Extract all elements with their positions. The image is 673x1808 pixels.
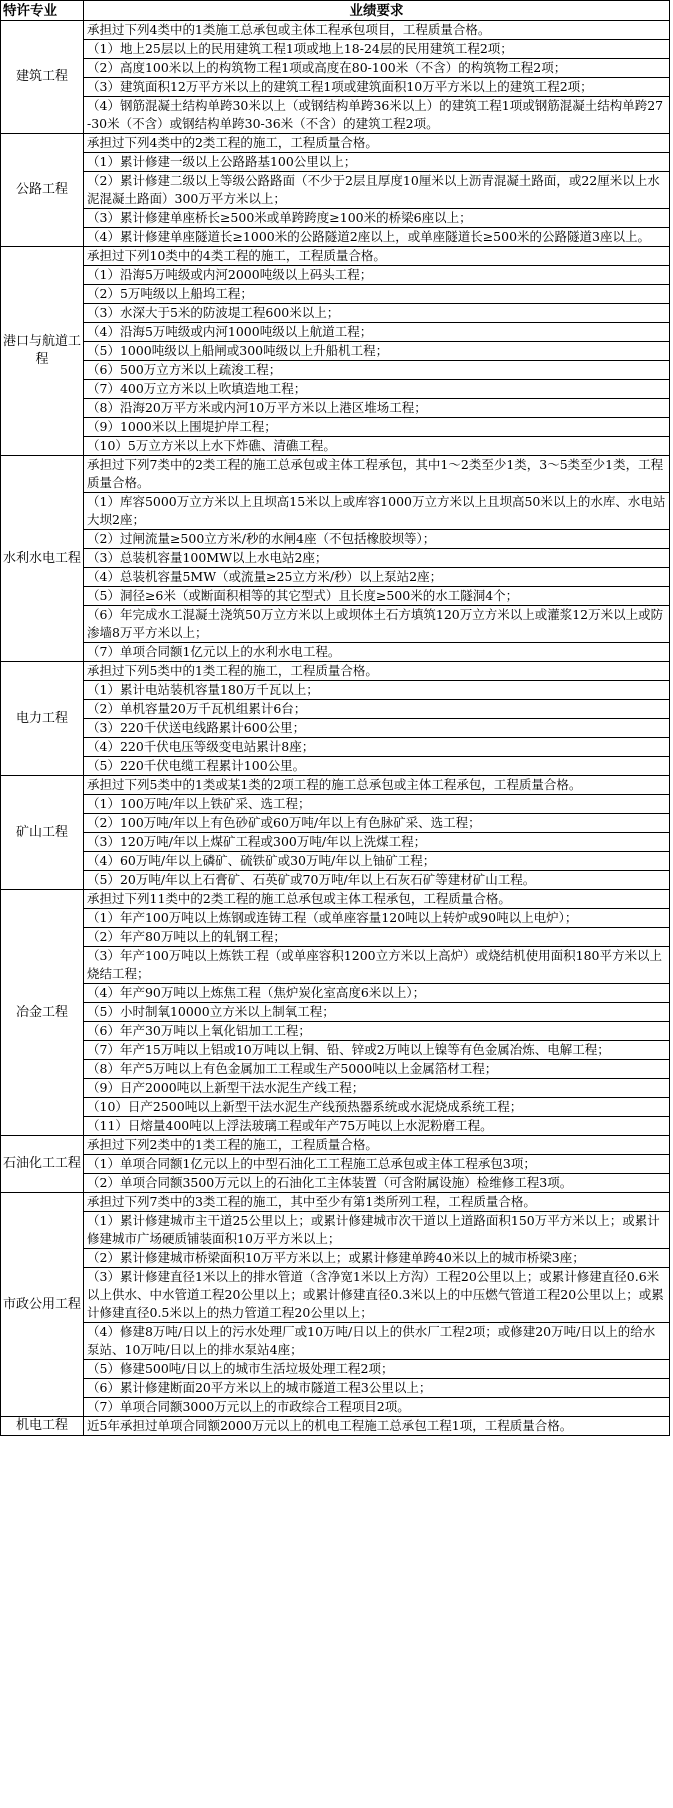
table-row (1, 1193, 670, 1212)
requirement-item: （9）1000米以上围堤护岸工程； (84, 418, 670, 437)
table-row (1, 928, 670, 947)
table-row (1, 681, 670, 700)
table-row (1, 1249, 670, 1268)
table-row (1, 587, 670, 606)
table-row (1, 1174, 670, 1193)
table-row (1, 871, 670, 890)
requirement-item: （5）修建500吨/日以上的城市生活垃圾处理工程2项； (84, 1360, 670, 1379)
table-row (1, 738, 670, 757)
requirement-item: （1）库容5000万立方米以上且坝高15米以上或库容1000万立方米以上且坝高50米以上的水库、水电站大坝2座； (84, 493, 670, 530)
requirement-intro: 承担过下列4类中的2类工程的施工，工程质量合格。 (84, 134, 670, 153)
table-row (1, 1360, 670, 1379)
table-row (1, 757, 670, 776)
table-row (1, 134, 670, 153)
table-row (1, 21, 670, 40)
requirement-item: （5）小时制氧10000立方米以上制氧工程； (84, 1003, 670, 1022)
table-row (1, 1003, 670, 1022)
requirement-item: （5）1000吨级以上船闸或300吨级以上升船机工程； (84, 342, 670, 361)
requirement-item: （2）单机容量20万千瓦机组累计6台； (84, 700, 670, 719)
header-requirements: 业绩要求 (84, 1, 670, 21)
table-row (1, 456, 670, 493)
requirement-item: （6）年完成水工混凝土浇筑50万立方米以上或坝体土石方填筑120万立方米以上或灌浆12万米以上或防渗墙8万平方米以上； (84, 606, 670, 643)
requirement-item: （2）过闸流量≥500立方米/秒的水闸4座（不包括橡胶坝等）； (84, 530, 670, 549)
table-row (1, 1041, 670, 1060)
table-row (1, 662, 670, 681)
requirement-item: （5）220千伏电缆工程累计100公里。 (84, 757, 670, 776)
table-row (1, 418, 670, 437)
table-row (1, 852, 670, 871)
requirement-intro: 承担过下列7类中的2类工程的施工总承包或主体工程承包，其中1～2类至少1类，3～5类至少1类，工程质量合格。 (84, 456, 670, 493)
requirement-item: （7）400万立方米以上吹填造地工程； (84, 380, 670, 399)
requirement-item: （2）5万吨级以上船坞工程； (84, 285, 670, 304)
requirement-item: （3）累计修建单座桥长≥500米或单跨跨度≥100米的桥梁6座以上； (84, 209, 670, 228)
requirement-item: （1）累计修建一级以上公路路基100公里以上； (84, 153, 670, 172)
requirement-item: （6）累计修建断面20平方米以上的城市隧道工程3公里以上； (84, 1379, 670, 1398)
table-row (1, 78, 670, 97)
requirement-intro: 承担过下列5类中的1类或某1类的2项工程的施工总承包或主体工程承包，工程质量合格。 (84, 776, 670, 795)
requirement-item: （3）年产100万吨以上炼铁工程（或单座容积1200立方米以上高炉）或烧结机使用面积180平方米以上烧结工程； (84, 947, 670, 984)
requirement-item: （10）5万立方米以上水下炸礁、清礁工程。 (84, 437, 670, 456)
table-row (1, 1117, 670, 1136)
requirement-item: （3）累计修建直径1米以上的排水管道（含净宽1米以上方沟）工程20公里以上；或累计修建直径0.6米以上供水、中水管道工程20公里以上；或累计修建直径0.3米以上的中压燃气管道工程20公里以上；或累计修建直径0.5米以上的热力管道工程20公里以上； (84, 1268, 670, 1323)
table-row (1, 606, 670, 643)
table-row (1, 776, 670, 795)
requirement-item: （4）60万吨/年以上磷矿、硫铁矿或30万吨/年以上铀矿工程； (84, 852, 670, 871)
table-row (1, 493, 670, 530)
header-specialty: 特许专业 (1, 1, 84, 21)
table-row (1, 361, 670, 380)
table-row (1, 1417, 670, 1436)
requirement-item: （2）累计修建城市桥梁面积10万平方米以上；或累计修建单跨40米以上的城市桥梁3座； (84, 1249, 670, 1268)
table-row (1, 1398, 670, 1417)
requirement-item: （2）年产80万吨以上的轧钢工程； (84, 928, 670, 947)
table-row (1, 947, 670, 984)
table-row (1, 1155, 670, 1174)
requirement-item: （4）年产90万吨以上炼焦工程（焦炉炭化室高度6米以上）； (84, 984, 670, 1003)
table-row (1, 700, 670, 719)
requirement-intro: 承担过下列10类中的4类工程的施工，工程质量合格。 (84, 247, 670, 266)
requirement-item: （4）沿海5万吨级或内河1000吨级以上航道工程； (84, 323, 670, 342)
table-row (1, 1136, 670, 1155)
table-row (1, 719, 670, 738)
requirement-item: （1）累计修建城市主干道25公里以上；或累计修建城市次干道以上道路面积150万平方米以上；或累计修建城市广场硬质铺装面积10万平方米以上； (84, 1212, 670, 1249)
specialty-cell: 水利水电工程 (1, 456, 84, 662)
requirement-item: （1）沿海5万吨级或内河2000吨级以上码头工程； (84, 266, 670, 285)
requirement-item: （2）单项合同额3500万元以上的石油化工主体装置（可含附属设施）检维修工程3项。 (84, 1174, 670, 1193)
table-row (1, 247, 670, 266)
requirement-item: （1）累计电站装机容量180万千瓦以上； (84, 681, 670, 700)
table-row (1, 909, 670, 928)
table-row (1, 97, 670, 134)
specialty-cell: 冶金工程 (1, 890, 84, 1136)
requirement-item: （3）220千伏送电线路累计600公里； (84, 719, 670, 738)
requirement-item: （4）总装机容量5MW（或流量≥25立方米/秒）以上泵站2座； (84, 568, 670, 587)
specialty-cell: 公路工程 (1, 134, 84, 247)
table-row (1, 1060, 670, 1079)
table-row (1, 1323, 670, 1360)
table-row (1, 984, 670, 1003)
table-row (1, 304, 670, 323)
specialty-cell: 石油化工工程 (1, 1136, 84, 1193)
table-row (1, 1022, 670, 1041)
requirement-item: （4）220千伏电压等级变电站累计8座； (84, 738, 670, 757)
requirement-item: （8）年产5万吨以上有色金属加工工程或生产5000吨以上金属箔材工程； (84, 1060, 670, 1079)
table-row (1, 890, 670, 909)
requirement-item: （4）累计修建单座隧道长≥1000米的公路隧道2座以上，或单座隧道长≥500米的公路隧道3座以上。 (84, 228, 670, 247)
specialty-cell: 港口与航道工程 (1, 247, 84, 456)
requirement-item: （2）100万吨/年以上有色砂矿或60万吨/年以上有色脉矿采、选工程； (84, 814, 670, 833)
requirement-item: （3）总装机容量100MW以上水电站2座； (84, 549, 670, 568)
table-row (1, 833, 670, 852)
table-row (1, 342, 670, 361)
table-row (1, 795, 670, 814)
specialty-cell: 电力工程 (1, 662, 84, 776)
requirement-item: （2）高度100米以上的构筑物工程1项或高度在80-100米（不含）的构筑物工程2项； (84, 59, 670, 78)
specialty-cell: 矿山工程 (1, 776, 84, 890)
table-row (1, 530, 670, 549)
requirement-intro: 承担过下列4类中的1类施工总承包或主体工程承包项目，工程质量合格。 (84, 21, 670, 40)
requirement-item: （5）洞径≥6米（或断面积相等的其它型式）且长度≥500米的水工隧洞4个； (84, 587, 670, 606)
requirement-item: （3）120万吨/年以上煤矿工程或300万吨/年以上洗煤工程； (84, 833, 670, 852)
requirement-item: （1）单项合同额1亿元以上的中型石油化工工程施工总承包或主体工程承包3项； (84, 1155, 670, 1174)
table-row (1, 643, 670, 662)
requirement-intro: 近5年承担过单项合同额2000万元以上的机电工程施工总承包工程1项，工程质量合格。 (84, 1417, 670, 1436)
requirement-item: （9）日产2000吨以上新型干法水泥生产线工程； (84, 1079, 670, 1098)
table-row (1, 1379, 670, 1398)
table-row (1, 437, 670, 456)
table-row (1, 568, 670, 587)
table-row (1, 59, 670, 78)
table-row (1, 228, 670, 247)
requirement-item: （5）20万吨/年以上石膏矿、石英矿或70万吨/年以上石灰石矿等建材矿山工程。 (84, 871, 670, 890)
table-row (1, 399, 670, 418)
requirement-intro: 承担过下列2类中的1类工程的施工，工程质量合格。 (84, 1136, 670, 1155)
specialty-cell: 建筑工程 (1, 21, 84, 134)
requirement-item: （3）建筑面积12万平方米以上的建筑工程1项或建筑面积10万平方米以上的建筑工程2项； (84, 78, 670, 97)
requirement-item: （11）日熔量400吨以上浮法玻璃工程或年产75万吨以上水泥粉磨工程。 (84, 1117, 670, 1136)
requirement-intro: 承担过下列5类中的1类工程的施工，工程质量合格。 (84, 662, 670, 681)
requirement-item: （2）累计修建二级以上等级公路路面（不少于2层且厚度10厘米以上沥青混凝土路面，或22厘米以上水泥混凝土路面）300万平方米以上； (84, 172, 670, 209)
table-row (1, 40, 670, 59)
requirement-item: （6）年产30万吨以上氧化铝加工工程； (84, 1022, 670, 1041)
requirement-item: （6）500万立方米以上疏浚工程； (84, 361, 670, 380)
table-row (1, 153, 670, 172)
requirement-intro: 承担过下列11类中的2类工程的施工总承包或主体工程承包，工程质量合格。 (84, 890, 670, 909)
requirement-item: （8）沿海20万平方米或内河10万平方米以上港区堆场工程； (84, 399, 670, 418)
requirement-item: （7）单项合同额3000万元以上的市政综合工程项目2项。 (84, 1398, 670, 1417)
requirement-item: （7）单项合同额1亿元以上的水利水电工程。 (84, 643, 670, 662)
table-row (1, 549, 670, 568)
table-row (1, 1079, 670, 1098)
table-row (1, 209, 670, 228)
requirement-item: （10）日产2500吨以上新型干法水泥生产线预热器系统或水泥烧成系统工程； (84, 1098, 670, 1117)
requirement-item: （1）年产100万吨以上炼钢或连铸工程（或单座容量120吨以上转炉或90吨以上电炉）； (84, 909, 670, 928)
requirement-item: （7）年产15万吨以上铝或10万吨以上铜、铅、锌或2万吨以上镍等有色金属冶炼、电解工程； (84, 1041, 670, 1060)
header-row (1, 1, 670, 21)
table-row (1, 380, 670, 399)
requirement-item: （1）100万吨/年以上铁矿采、选工程； (84, 795, 670, 814)
specialty-cell: 机电工程 (1, 1417, 84, 1436)
requirement-item: （1）地上25层以上的民用建筑工程1项或地上18-24层的民用建筑工程2项； (84, 40, 670, 59)
requirement-intro: 承担过下列7类中的3类工程的施工，其中至少有第1类所列工程，工程质量合格。 (84, 1193, 670, 1212)
table-row (1, 172, 670, 209)
table-row (1, 323, 670, 342)
table-row (1, 814, 670, 833)
requirement-item: （4）修建8万吨/日以上的污水处理厂或10万吨/日以上的供水厂工程2项；或修建20万吨/日以上的给水泵站、10万吨/日以上的排水泵站4座； (84, 1323, 670, 1360)
table-row (1, 1212, 670, 1249)
requirement-item: （4）钢筋混凝土结构单跨30米以上（或钢结构单跨36米以上）的建筑工程1项或钢筋混凝土结构单跨27-30米（不含）或钢结构单跨30-36米（不含）的建筑工程2项。 (84, 97, 670, 134)
table-row (1, 266, 670, 285)
requirement-item: （3）水深大于5米的防波堤工程600米以上； (84, 304, 670, 323)
table-row (1, 1098, 670, 1117)
table-row (1, 285, 670, 304)
table-row (1, 1268, 670, 1323)
specialty-cell: 市政公用工程 (1, 1193, 84, 1417)
